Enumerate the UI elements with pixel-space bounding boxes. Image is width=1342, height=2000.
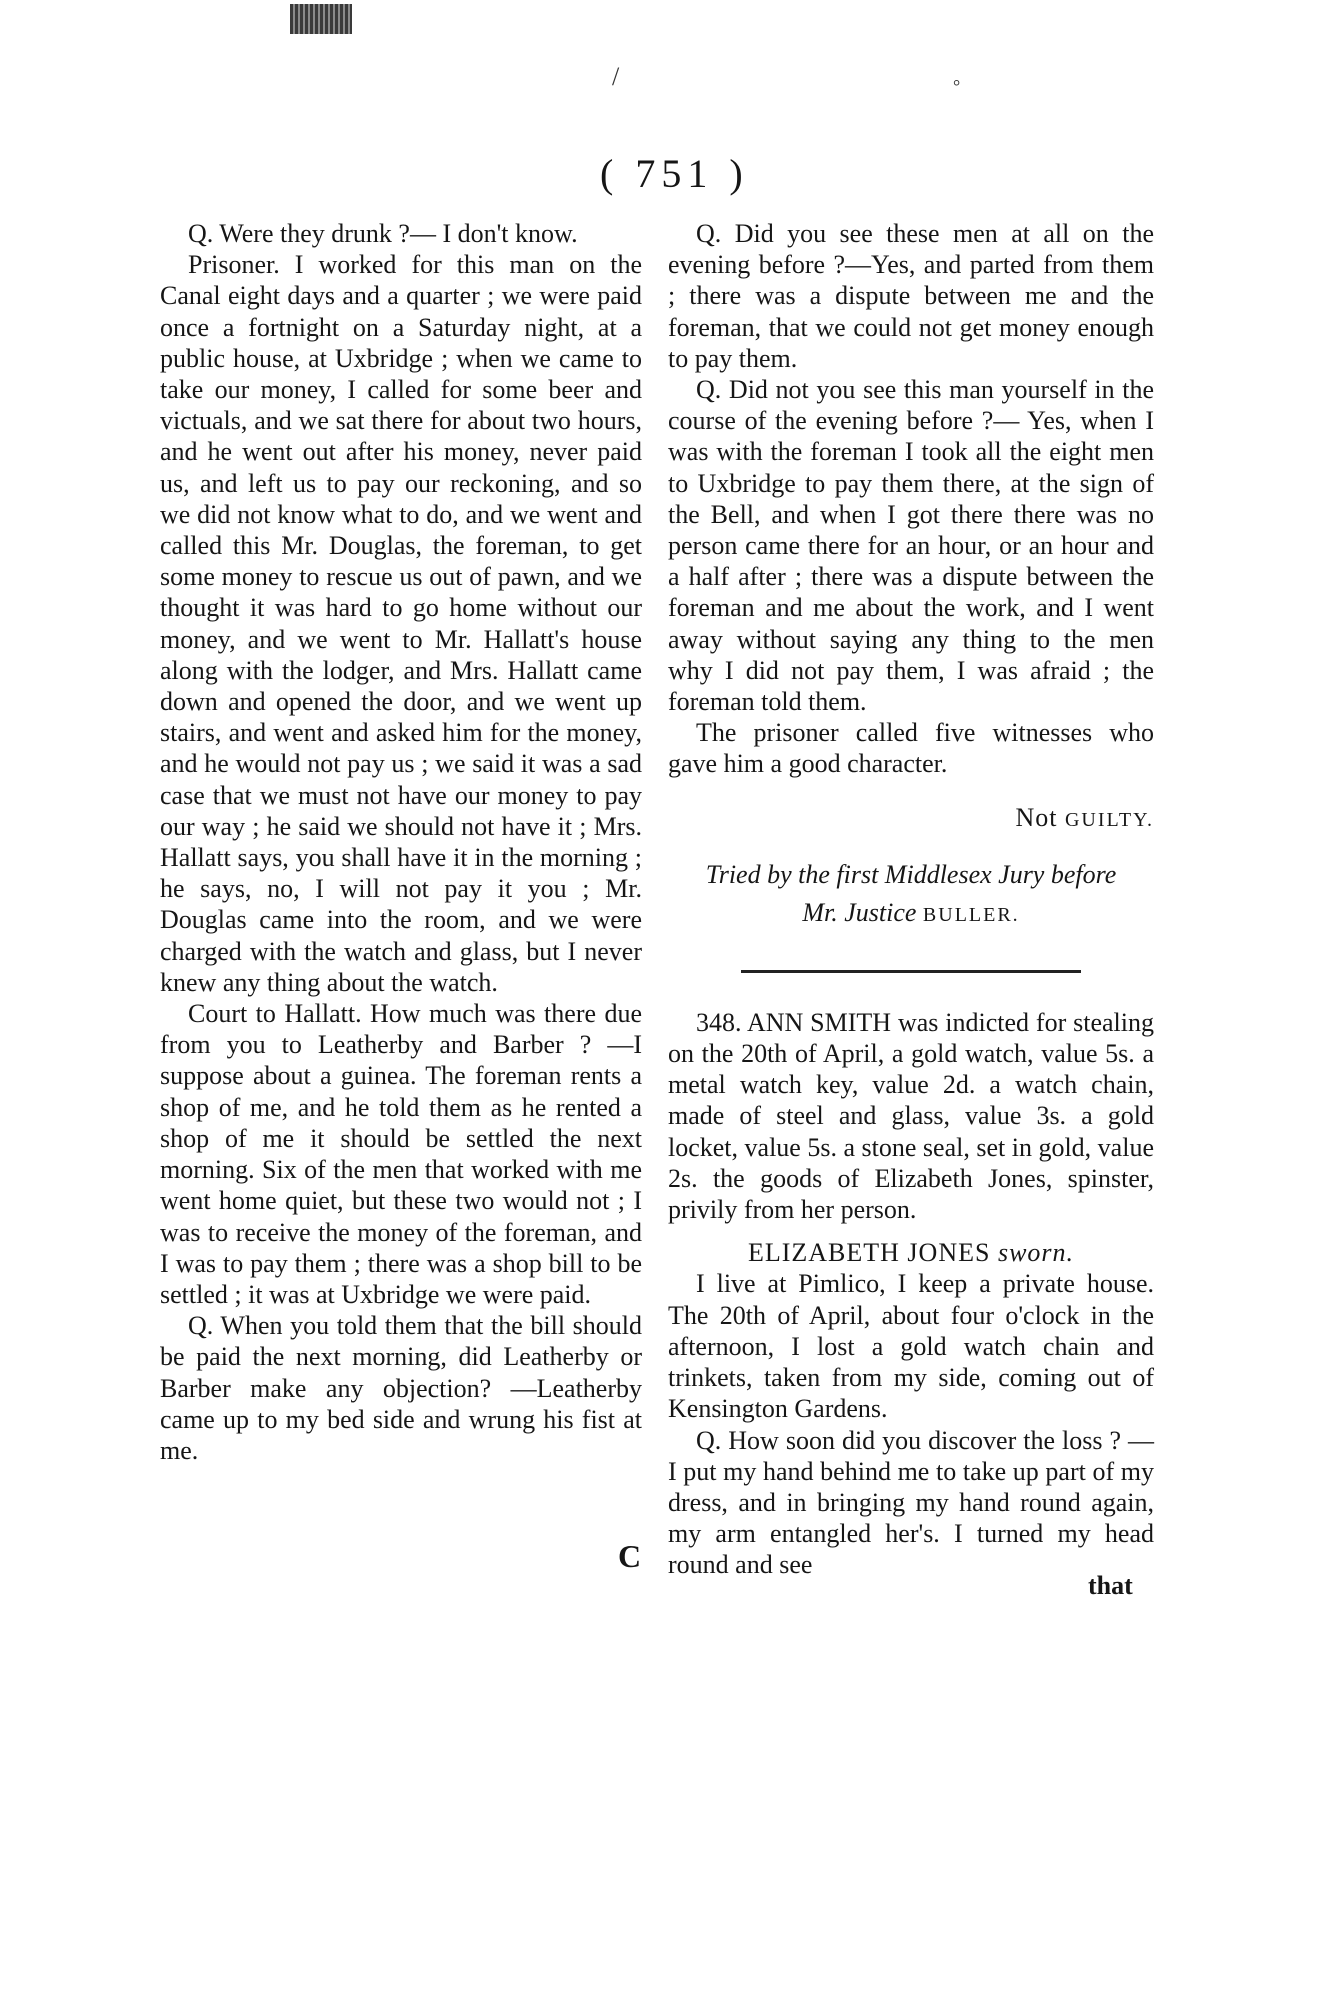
paragraph: The prisoner called five witnesses who gave him a good character. [668, 718, 1154, 779]
paragraph: Q. Were they drunk ?— I don't know. [188, 219, 578, 248]
paragraph: Q. Did not you see this man yourself in the course of the evening before ?— Yes, when I was with the foreman I took all the eight men to Uxbridge to pay them there, at the sign of the Bell, and when I got there there was no person came there for an hour, or an hour and a half after ; there was a dispute between the foreman and me about the work, and I went away without saying any thing to the men why I did not pay them, I was afraid ; the foreman told them. [668, 375, 1154, 717]
section-divider [741, 970, 1081, 973]
ink-dot: ° [953, 76, 961, 96]
indictment: 348. ANN SMITH was indicted for stealing on the 20th of April, a gold watch, value 5s. a metal watch key, value 2d. a watch chain, made of steel and glass, value 3s. a gold locket, value 5s. a stone seal, set in gold, value 2s. the goods of Elizabeth Jones, spinster, privily from her person. [668, 1007, 1154, 1225]
verdict [668, 802, 1154, 836]
paragraph: I live at Pimlico, I keep a private house. The 20th of April, about four o'clock in the afternoon, I lost a gold watch chain and trinkets, taken from my side, coming out of Kensington Gardens. [668, 1269, 1154, 1424]
paragraph: Prisoner. I worked for this man on the Canal eight days and a quarter ; we were paid once a fortnight on a Saturday night, at a public house, at Uxbridge ; when we came to take our money, I called for some beer and victuals, and we sat there for about two hours, and he went out after his money, never paid us, and left us to pay our reckoning, and so we did not know what to do, and we went and called this Mr. Douglas, the foreman, to get some money to rescue us out of pawn, and we thought it was hard to go home without our money, and we went to Mr. Hallatt's house along with the lodger, and Mrs. Hallatt came down and opened the door, and we went up stairs, and went and asked him for the money, and he would not pay us ; we said it was a sad case that we must not have our money to pay our way ; he said we should not have it ; Mrs. Hallatt says, you shall have it in the morning ; he says, no, I will not pay it you ; Mr. Douglas came into the room, and we were charged with the watch and glass, but I never knew any thing about the watch. [160, 250, 642, 997]
library-stamp [290, 4, 352, 34]
left-column [160, 218, 642, 1466]
trial-note-line2: Mr. Justice [802, 897, 923, 927]
right-column [668, 218, 1154, 1581]
paragraph: Q. How soon did you discover the loss ? —I put my hand behind me to take up part of my dress, and in bringing my hand round again, my arm entangled her's. I turned my head round and see [668, 1425, 1154, 1580]
paragraph: Q. When you told them that the bill should be paid the next morning, did Leatherby or Barber make any objection? —Leatherby came up to my bed side and wrung his fist at me. [160, 1311, 642, 1465]
witness-name: ELIZABETH JONES [747, 1238, 998, 1268]
catchword: that [1088, 1571, 1133, 1600]
signature-mark: C [618, 1538, 642, 1574]
page-number: ( 751 ) [600, 151, 749, 196]
ink-mark: / [612, 62, 620, 91]
paragraph: Q. Did you see these men at all on the evening before ?—Yes, and parted from them ; there was a dispute between me and the foreman, that we could not get money enough to pay them. [668, 219, 1154, 373]
witness-heading [668, 1237, 1154, 1268]
verdict-text: GUILTY. [1064, 808, 1154, 831]
trial-note [668, 856, 1154, 934]
trial-note-line1: Tried by the first Middlesex Jury before [705, 859, 1117, 889]
judge-name: BULLER. [922, 903, 1020, 926]
witness-sworn: sworn. [997, 1238, 1075, 1268]
verdict-prefix: Not [1015, 802, 1065, 832]
paragraph: Court to Hallatt. How much was there due from you to Leatherby and Barber ? —I suppose about a guinea. The foreman rents a shop of me, and he told them as he rented a shop of me it should be settled the next morning. Six of the men that worked with me went home quiet, but these two would not ; I was to receive the money of the foreman, and I was to pay them ; there was a shop bill to be settled ; it was at Uxbridge we were paid. [160, 999, 642, 1309]
